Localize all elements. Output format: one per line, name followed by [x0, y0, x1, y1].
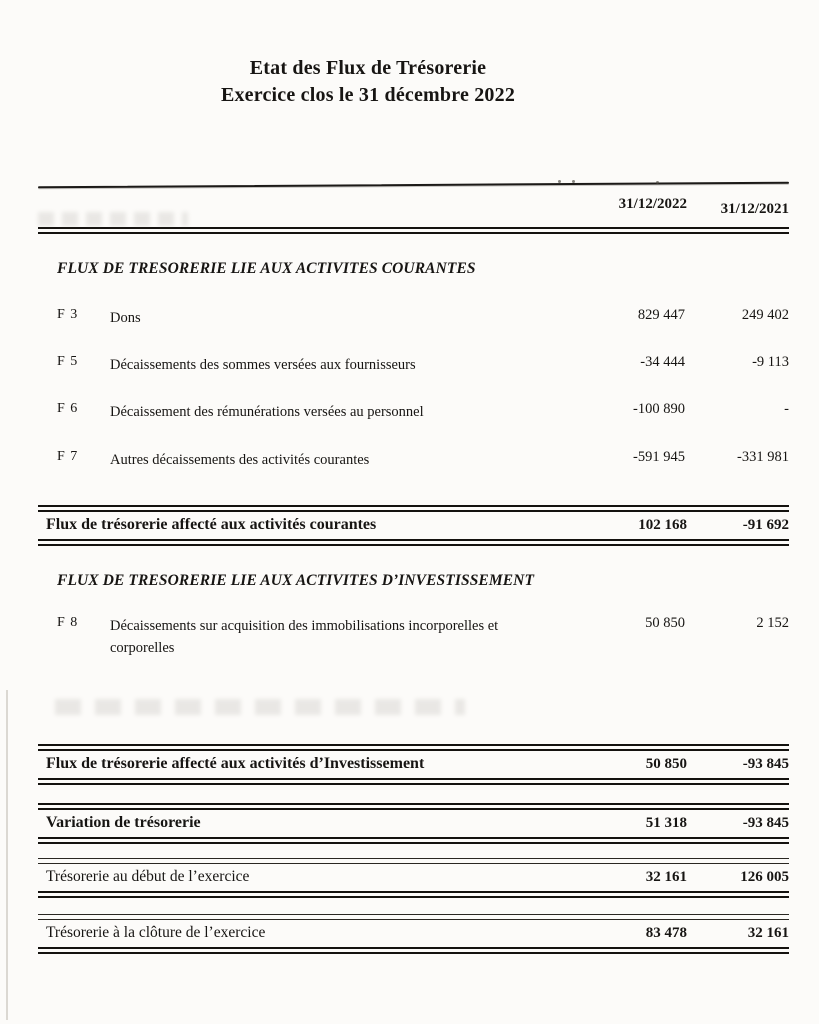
band-rule-bottom [38, 837, 789, 844]
scan-speck [572, 180, 575, 183]
summary-label: Variation de trésorerie [46, 814, 201, 831]
row-label: Décaissements sur acquisition des immobilisations incorporelles et corporelles [110, 618, 499, 656]
header-double-rule [38, 227, 789, 234]
total-label: Flux de trésorerie affecté aux activités d’Investissement [46, 755, 425, 772]
table-row-f6 [38, 401, 789, 423]
row-value-2022: 50 850 [645, 615, 685, 631]
row-value-2021: -9 113 [752, 354, 789, 370]
scan-speck [656, 181, 659, 184]
title-line-1: Etat des Flux de Trésorerie [249, 57, 487, 79]
summary-value-2022: 51 318 [645, 814, 687, 831]
band-tresorerie-debut [38, 858, 789, 898]
total-band-activites-courantes [38, 505, 789, 546]
total-value-2022: 50 850 [645, 755, 687, 772]
row-label: Décaissements des sommes versées aux fournisseurs [110, 357, 416, 373]
document-content [0, 55, 819, 954]
row-label: Décaissement des rémunérations versées au personnel [110, 404, 424, 420]
table-top-rule [38, 182, 789, 189]
row-value-2021: 249 402 [741, 307, 789, 323]
row-value-2022: -591 945 [633, 449, 685, 465]
band-rule-top [38, 744, 789, 751]
row-label: Autres décaissements des activités courantes [110, 452, 370, 468]
column-header-2022: 31/12/2022 [618, 196, 687, 212]
band-tresorerie-cloture [38, 914, 789, 954]
row-code: F 6 [57, 401, 79, 416]
total-value-2021: -93 845 [742, 755, 789, 772]
table-row-f3 [38, 307, 789, 329]
total-value-2021: -91 692 [742, 516, 789, 533]
summary-value-2021: 126 005 [740, 868, 789, 885]
row-value-2021: -331 981 [737, 449, 789, 465]
title-line-2: Exercice clos le 31 décembre 2022 [220, 84, 516, 106]
row-label: Dons [110, 310, 141, 326]
band-rule-top [38, 505, 789, 512]
total-label: Flux de trésorerie affecté aux activités courantes [46, 516, 377, 533]
column-header-2021: 31/12/2021 [720, 201, 789, 217]
summary-value-2022: 32 161 [645, 868, 687, 885]
section-heading-activites-courantes: FLUX DE TRESORERIE LIE AUX ACTIVITES COURANTES [57, 260, 476, 277]
band-rule-top [38, 803, 789, 810]
row-code: F 5 [57, 354, 79, 369]
document-title [38, 55, 698, 109]
row-code: F 8 [57, 615, 79, 630]
summary-value-2021: -93 845 [742, 814, 789, 831]
row-value-2022: -100 890 [633, 401, 685, 417]
column-header-row [38, 196, 789, 217]
scan-edge-artifact [6, 690, 8, 1020]
table-row-f7 [38, 449, 789, 471]
scan-speck [558, 180, 561, 183]
band-rule-bottom [38, 539, 789, 546]
band-rule-bottom [38, 947, 789, 954]
band-rule-bottom [38, 778, 789, 785]
row-value-2022: 829 447 [637, 307, 685, 323]
total-band-investissement [38, 744, 789, 785]
row-value-2021: - [784, 401, 789, 417]
table-row-f5 [38, 354, 789, 376]
row-code: F 7 [57, 449, 79, 464]
row-value-2022: -34 444 [640, 354, 685, 370]
total-value-2022: 102 168 [638, 516, 687, 533]
row-code: F 3 [57, 307, 79, 322]
summary-value-2021: 32 161 [747, 924, 789, 941]
summary-label: Trésorerie au début de l’exercice [46, 868, 250, 885]
summary-value-2022: 83 478 [645, 924, 687, 941]
row-value-2021: 2 152 [756, 615, 789, 631]
section-heading-investissement: FLUX DE TRESORERIE LIE AUX ACTIVITES D’INVESTISSEMENT [57, 572, 535, 589]
table-row-f8 [38, 615, 789, 659]
band-rule-bottom [38, 891, 789, 898]
band-variation-tresorerie [38, 803, 789, 844]
summary-label: Trésorerie à la clôture de l’exercice [46, 924, 266, 941]
